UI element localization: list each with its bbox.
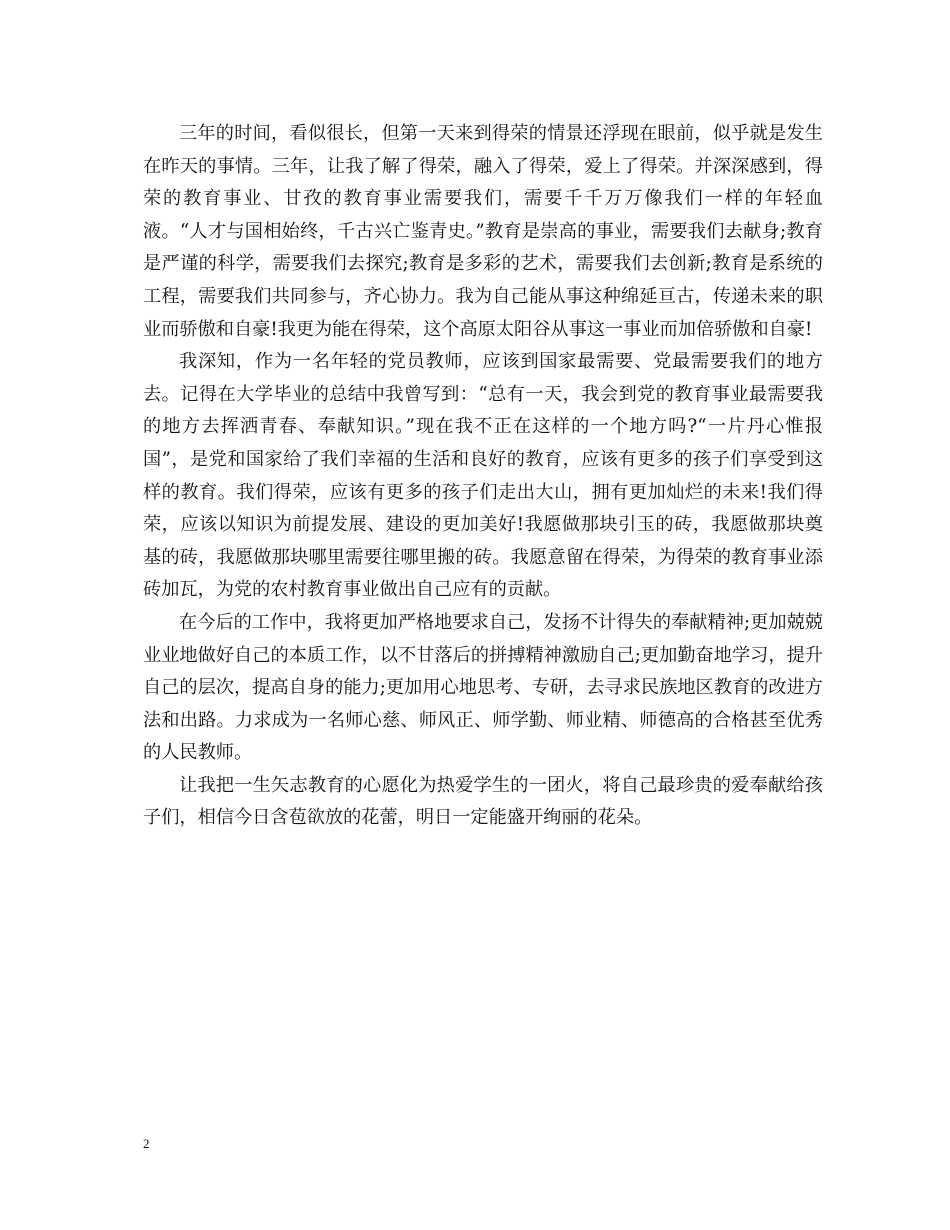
paragraph-4: 让我把一生矢志教育的心愿化为热爱学生的一团火，将自己最珍贵的爱奉献给孩子们，相信今日含苞欲放的花蕾，明日一定能盛开绚丽的花朵。 <box>143 774 823 829</box>
document-body <box>143 118 823 835</box>
paragraph-2: 我深知，作为一名年轻的党员教师，应该到国家最需要、党最需要我们的地方去。记得在大学毕业的总结中我曾写到：“总有一天，我会到党的教育事业最需要我的地方去挥洒青春、奉献知识。”现在我不正在这样的一个地方吗?“一片丹心惟报国”，是党和国家给了我们幸福的生活和良好的教育，应该有更多的孩子们享受到这样的教育。我们得荣，应该有更多的孩子们走出大山，拥有更加灿烂的未来!我们得荣，应该以知识为前提发展、建设的更加美好!我愿做那块引玉的砖，我愿做那块奠基的砖，我愿做那块哪里需要往哪里搬的砖。我愿意留在得荣，为得荣的教育事业添砖加瓦，为党的农村教育事业做出自己应有的贡献。 <box>143 351 823 601</box>
paragraph-3: 在今后的工作中，我将更加严格地要求自己，发扬不计得失的奉献精神;更加兢兢业业地做好自己的本质工作，以不甘落后的拼搏精神激励自己;更加勤奋地学习，提升自己的层次，提高自身的能力;更加用心地思考、专研，去寻求民族地区教育的改进方法和出路。力求成为一名师心慈、师风正、师学勤、师业精、师德高的合格甚至优秀的人民教师。 <box>143 611 823 764</box>
page-number: 2 <box>143 1136 150 1151</box>
paragraph-1: 三年的时间，看似很长，但第一天来到得荣的情景还浮现在眼前，似乎就是发生在昨天的事情。三年，让我了解了得荣，融入了得荣，爱上了得荣。并深深感到，得荣的教育事业、甘孜的教育事业需要我们，需要千千万万像我们一样的年轻血液。“人才与国相始终，千古兴亡鉴青史。”教育是崇高的事业，需要我们去献身;教育是严谨的科学，需要我们去探究;教育是多彩的艺术，需要我们去创新;教育是系统的工程，需要我们共同参与，齐心协力。我为自己能从事这种绵延亘古，传递未来的职业而骄傲和自豪!我更为能在得荣，这个高原太阳谷从事这一事业而加倍骄傲和自豪! <box>143 123 823 340</box>
